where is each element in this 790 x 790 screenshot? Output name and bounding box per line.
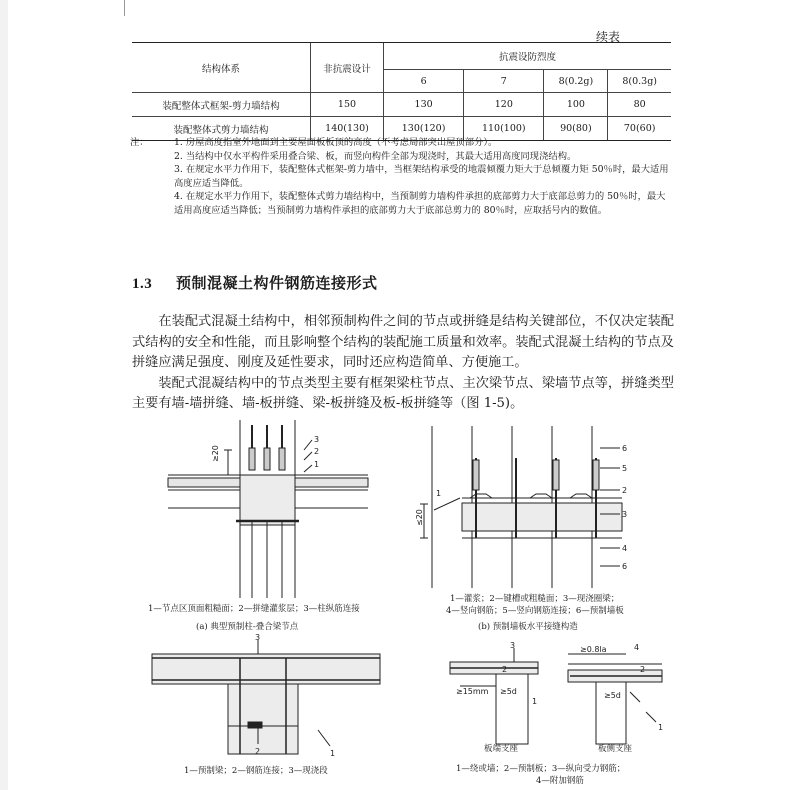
section-heading bbox=[132, 272, 378, 293]
figure-a-drawing bbox=[140, 420, 400, 600]
cell: 70(60) bbox=[608, 117, 671, 141]
section-number: 1.3 bbox=[132, 276, 153, 292]
figure-d-legend-1: 1—绕或墙；2—预制板；3—纵向受力钢筋； bbox=[456, 764, 626, 774]
th-intensity: 8(0.3g) bbox=[608, 70, 671, 93]
row-name: 装配整体式剪力墙结构 bbox=[132, 117, 311, 141]
figure-callout: 3 bbox=[255, 633, 261, 642]
figure-callout: 6 bbox=[622, 562, 628, 571]
figure-a-caption: (a) 典型预制柱-叠合梁节点 bbox=[196, 622, 299, 632]
cell: 120 bbox=[464, 93, 544, 117]
th-structure: 结构体系 bbox=[132, 43, 311, 93]
row-name: 装配整体式框架-剪力墙结构 bbox=[132, 93, 311, 117]
th-seismic-group: 抗震设防烈度 bbox=[384, 43, 672, 70]
figure-d-right-caption: 板侧支座 bbox=[598, 744, 633, 754]
figure-callout: 1 bbox=[532, 697, 538, 706]
notes-label: 注： bbox=[130, 137, 149, 148]
figure-d-legend-2: 4—附加钢筋 bbox=[536, 776, 584, 786]
figure-a-legend: 1—节点区顶面粗糙面；2—拼缝灌浆层；3—柱纵筋连接 bbox=[148, 604, 360, 614]
dim-label: ≥20 bbox=[211, 445, 220, 462]
cell: 140(130) bbox=[311, 117, 384, 141]
table-row bbox=[132, 93, 671, 117]
figure-callout: 4 bbox=[622, 544, 628, 553]
dim-label: ≥0.8la bbox=[580, 645, 607, 654]
note-item: 1. 房屋高度指室外地面到主要屋面板板顶的高度（不考虑局部突出屋顶部分）。 bbox=[174, 137, 498, 148]
paragraph: 在装配式混凝土结构中，相邻预制构件之间的节点或拼缝是结构关键部位，不仅决定装配式结构的安全和性能，而且影响整个结构的装配施工质量和效率。装配式混凝土结构的节点及拼缝应满足强度、刚度及延性要求，同时还应构造简单、方便施工。 bbox=[132, 314, 674, 370]
table-notes bbox=[130, 136, 672, 218]
height-table bbox=[132, 42, 671, 141]
gutter-mark bbox=[124, 0, 125, 16]
th-non-seismic: 非抗震设计 bbox=[311, 43, 384, 93]
cell: 110(100) bbox=[464, 117, 544, 141]
cell: 100 bbox=[544, 93, 608, 117]
figure-callout: 2 bbox=[255, 747, 261, 756]
th-intensity: 8(0.2g) bbox=[544, 70, 608, 93]
body-text bbox=[132, 312, 674, 415]
note-item: 3. 在规定水平力作用下，装配整体式框架-剪力墙中，当框架结构承受的地震倾覆力矩大于总倾覆力矩 50％时，最大适用高度应适当降低。 bbox=[174, 164, 669, 189]
figure-b-legend-1: 1—灌浆；2—键槽或粗糙面；3—现浇圈梁； bbox=[450, 594, 620, 604]
cell: 150 bbox=[311, 93, 384, 117]
note-item: 4. 在规定水平力作用下，装配整体式剪力墙结构中，当预制剪力墙构件承担的底部剪力大于底部总剪力的 50％时，最大适用高度应适当降低；当预制剪力墙构件承担的底部剪力大于底部总剪力的 80％时，应取括号内的数值。 bbox=[174, 191, 666, 216]
figure-callout: 1 bbox=[658, 723, 664, 732]
figure-callout: 3 bbox=[622, 510, 628, 519]
figure-callout: 3 bbox=[510, 641, 516, 650]
paragraph: 装配式混凝结构中的节点类型主要有框架梁柱节点、主次梁节点、梁墙节点等，拼缝类型主要有墙-墙拼缝、墙-板拼缝、梁-板拼缝及板-板拼缝等（图 1-5)。 bbox=[132, 375, 674, 411]
figure-callout: 2 bbox=[640, 665, 646, 674]
page-gutter bbox=[0, 0, 8, 790]
dim-label: ≥15mm bbox=[456, 687, 489, 696]
figure-b-legend-2: 4—竖向钢筋；5—竖向钢筋连接；6—预制墙板 bbox=[446, 606, 624, 616]
cell: 130(120) bbox=[384, 117, 464, 141]
cell: 90(80) bbox=[544, 117, 608, 141]
figure-callout: 2 bbox=[314, 447, 320, 456]
figure-b-drawing bbox=[415, 418, 660, 593]
dim-label: ≥5d bbox=[604, 691, 621, 700]
figure-callout: 6 bbox=[622, 444, 628, 453]
figure-callout: 2 bbox=[502, 665, 508, 674]
figure-callout: 1 bbox=[314, 460, 320, 469]
figure-c-legend: 1—预制梁；2—钢筋连接；3—现浇段 bbox=[184, 766, 328, 776]
figure-callout: 1 bbox=[436, 489, 442, 498]
figure-callout: 4 bbox=[634, 643, 640, 652]
dim-label: ≥5d bbox=[500, 687, 517, 696]
figure-d-left-caption: 板端支座 bbox=[484, 744, 519, 754]
dim-label: ≤20 bbox=[415, 509, 424, 526]
cell: 130 bbox=[384, 93, 464, 117]
cell: 80 bbox=[608, 93, 671, 117]
th-intensity: 6 bbox=[384, 70, 464, 93]
figure-callout: 1 bbox=[330, 749, 336, 758]
th-intensity: 7 bbox=[464, 70, 544, 93]
figure-callout: 5 bbox=[622, 464, 628, 473]
note-item: 2. 当结构中仅水平构件采用叠合梁、板，而竖向构件全部为现浇时，其最大适用高度同现浇结构。 bbox=[174, 150, 577, 162]
figure-b-caption: (b) 预制墙板水平接缝构造 bbox=[478, 622, 578, 632]
figure-callout: 3 bbox=[314, 435, 320, 444]
section-title: 预制混凝土构件钢筋连接形式 bbox=[176, 274, 378, 292]
figure-d-drawing bbox=[440, 642, 680, 752]
continued-label: 续表 bbox=[596, 30, 621, 44]
figure-callout: 2 bbox=[622, 486, 628, 495]
figure-c-drawing bbox=[140, 634, 390, 758]
